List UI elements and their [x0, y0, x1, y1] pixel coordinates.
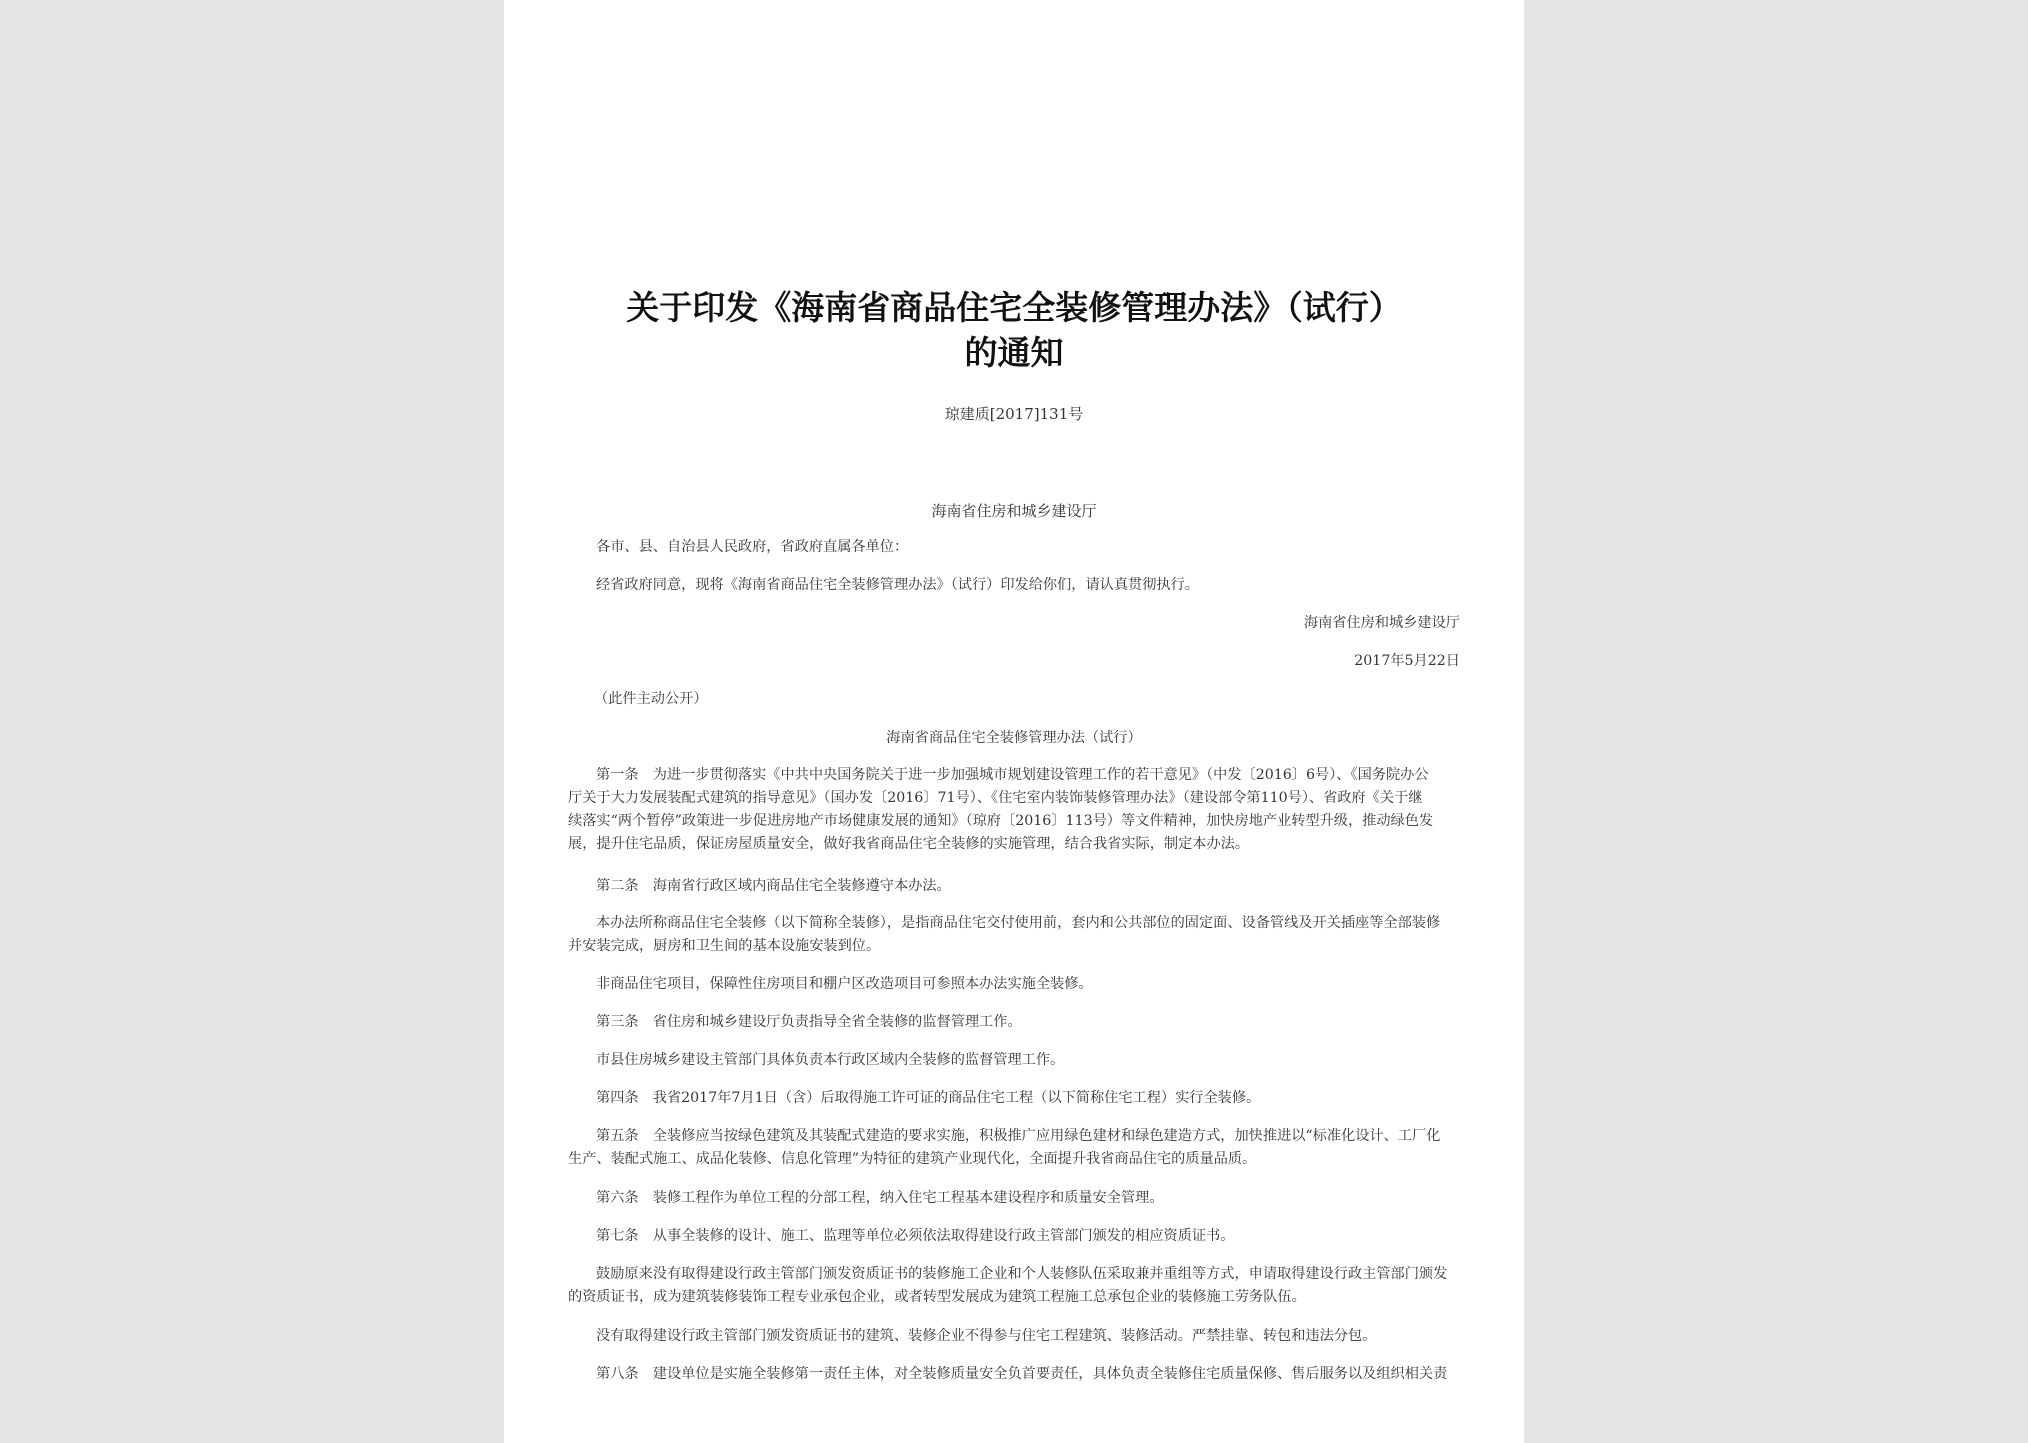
- signature-org: 海南省住房和城乡建设厅: [1303, 615, 1460, 631]
- signature-date: 2017年5月22日: [1354, 653, 1460, 669]
- paragraph-line: 第三条 省住房和城乡建设厅负责指导全省全装修的监督管理工作。: [596, 1014, 1022, 1030]
- paragraph-line: 第五条 全装修应当按绿色建筑及其装配式建造的要求实施，积极推广应用绿色建材和绿色建造方式，加快推进以“标准化设计、工厂化: [596, 1128, 1441, 1144]
- article-paragraph: [568, 1125, 1464, 1171]
- paragraph-line: 第四条 我省2017年7月1日（含）后取得施工许可证的商品住宅工程（以下简称住宅工程）实行全装修。: [596, 1090, 1261, 1106]
- article-paragraph: [568, 1011, 1492, 1034]
- article-paragraph: [568, 1087, 1492, 1110]
- paragraph-line: 第八条 建设单位是实施全装修第一责任主体，对全装修质量安全负首要责任，具体负责全装修住宅质量保修、售后服务以及组织相关责: [596, 1366, 1448, 1382]
- article-paragraph: [568, 875, 1492, 898]
- paragraph-line: 第六条 装修工程作为单位工程的分部工程，纳入住宅工程基本建设程序和质量安全管理。: [596, 1190, 1164, 1206]
- article-paragraph: [568, 1363, 1492, 1386]
- addressee: 各市、县、自治县人民政府，省政府直属各单位：: [596, 539, 909, 555]
- paragraph-line: 续落实“两个暂停”政策进一步促进房地产市场健康发展的通知》（琼府〔2016〕113号）等文件精神，加快房地产业转型升级，推动绿色发: [568, 813, 1434, 829]
- paragraph-line: 第七条 从事全装修的设计、施工、监理等单位必须依法取得建设行政主管部门颁发的相应资质证书。: [596, 1228, 1235, 1244]
- paragraph-line: 厅关于大力发展装配式建筑的指导意见》（国办发〔2016〕71号）、《住宅室内装饰装修管理办法》（建设部令第110号）、省政府《关于继: [568, 790, 1423, 806]
- paragraph-line: 市县住房城乡建设主管部门具体负责本行政区域内全装修的监督管理工作。: [596, 1052, 1065, 1068]
- article-paragraph: [568, 973, 1492, 996]
- paragraph-line: 并安装完成，厨房和卫生间的基本设施安装到位。: [568, 938, 881, 954]
- measures-title: 海南省商品住宅全装修管理办法（试行）: [886, 730, 1142, 746]
- issuer-heading: 海南省住房和城乡建设厅: [931, 502, 1097, 520]
- paragraph-line: 第一条 为进一步贯彻落实《中共中央国务院关于进一步加强城市规划建设管理工作的若干意见》（中发〔2016〕6号）、《国务院办公: [596, 767, 1429, 783]
- article-paragraph: [568, 1225, 1492, 1248]
- document-page: [504, 0, 1524, 1443]
- article-paragraph: [568, 1187, 1492, 1210]
- disclosure-note: （此件主动公开）: [594, 691, 708, 707]
- paragraph-line: 非商品住宅项目，保障性住房项目和棚户区改造项目可参照本办法实施全装修。: [596, 976, 1093, 992]
- paragraph-line: 的资质证书，成为建筑装修装饰工程专业承包企业，或者转型发展成为建筑工程施工总承包企业的装修施工劳务队伍。: [568, 1289, 1306, 1305]
- document-title: [504, 285, 1524, 375]
- article-paragraph: [568, 764, 1464, 856]
- paragraph-line: 生产、装配式施工、成品化装修、信息化管理”为特征的建筑产业现代化，全面提升我省商品住宅的质量品质。: [568, 1151, 1257, 1167]
- paragraph-line: 展，提升住宅品质，保证房屋质量安全，做好我省商品住宅全装修的实施管理，结合我省实际，制定本办法。: [568, 836, 1250, 852]
- article-paragraph: [568, 912, 1464, 958]
- paragraph-line: 第二条 海南省行政区域内商品住宅全装修遵守本办法。: [596, 878, 951, 894]
- article-paragraph: [568, 1325, 1492, 1348]
- title-line-1: 关于印发《海南省商品住宅全装修管理办法》（试行）: [626, 288, 1402, 327]
- title-line-2: 的通知: [964, 333, 1064, 372]
- article-paragraph: [568, 1263, 1464, 1309]
- paragraph-line: 本办法所称商品住宅全装修（以下简称全装修），是指商品住宅交付使用前，套内和公共部位的固定面、设备管线及开关插座等全部装修: [596, 915, 1441, 931]
- article-paragraph: [568, 1049, 1492, 1072]
- paragraph-line: 没有取得建设行政主管部门颁发资质证书的建筑、装修企业不得参与住宅工程建筑、装修活动。严禁挂靠、转包和违法分包。: [596, 1328, 1377, 1344]
- intro-paragraph: 经省政府同意，现将《海南省商品住宅全装修管理办法》（试行）印发给你们，请认真贯彻执行。: [596, 577, 1199, 593]
- document-number: 琼建质[2017]131号: [944, 405, 1084, 423]
- paragraph-line: 鼓励原来没有取得建设行政主管部门颁发资质证书的装修施工企业和个人装修队伍采取兼并重组等方式，申请取得建设行政主管部门颁发: [596, 1266, 1448, 1282]
